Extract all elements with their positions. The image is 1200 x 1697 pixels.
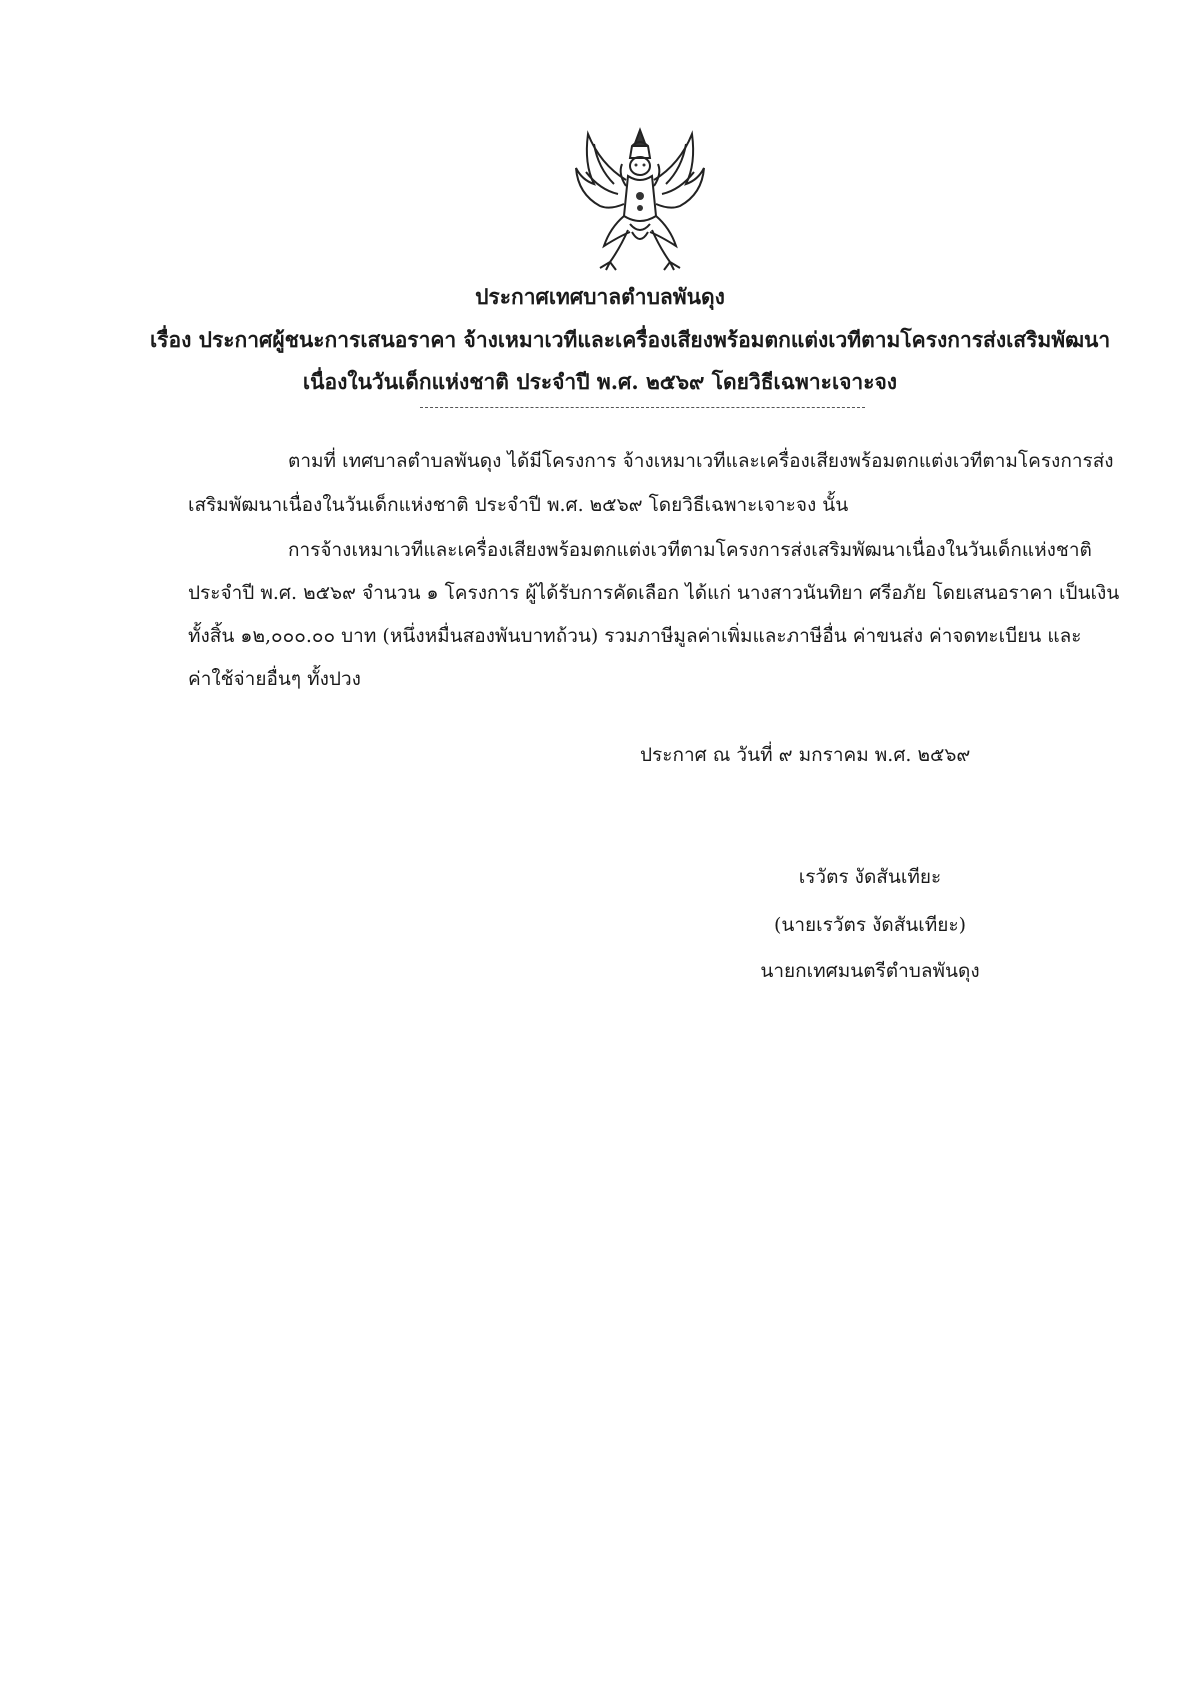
announcement-title: ประกาศเทศบาลตำบลพันดุง — [475, 284, 725, 309]
announcement-subject-line-1: เรื่อง ประกาศผู้ชนะการเสนอราคา จ้างเหมาเวทีและเครื่องเสียงพร้อมตกแต่งเวทีตามโครงการส่งเสริมพัฒนา — [150, 327, 1111, 352]
announcement-subject-line-2: เนื่องในวันเด็กแห่งชาติ ประจำปี พ.ศ. ๒๕๖๙ โดยวิธีเฉพาะเจาะจง — [302, 369, 898, 394]
paragraph-2-line-2: ประจำปี พ.ศ. ๒๕๖๙ จำนวน ๑ โครงการ ผู้ได้รับการคัดเลือก ได้แก่ นางสาวนันทิยา ศรีอภัย โดยเสนอราคา เป็นเงิน — [188, 582, 1120, 604]
signatory-printed-name: (นายเรวัตร งัดสันเทียะ) — [773, 914, 967, 936]
paragraph-2-line-1: การจ้างเหมาเวทีและเครื่องเสียงพร้อมตกแต่งเวทีตามโครงการส่งเสริมพัฒนาเนื่องในวันเด็กแห่งชาติ — [288, 539, 1092, 561]
paragraph-2-line-4: ค่าใช้จ่ายอื่นๆ ทั้งปวง — [188, 668, 361, 690]
garuda-emblem-icon — [570, 124, 710, 274]
announcement-date: ประกาศ ณ วันที่ ๙ มกราคม พ.ศ. ๒๕๖๙ — [640, 744, 971, 766]
signatory-position: นายกเทศมนตรีตำบลพันดุง — [760, 960, 980, 982]
paragraph-1-line-1: ตามที่ เทศบาลตำบลพันดุง ได้มีโครงการ จ้างเหมาเวทีและเครื่องเสียงพร้อมตกแต่งเวทีตามโครงการส่ง — [288, 450, 1114, 472]
paragraph-2-line-3: ทั้งสิ้น ๑๒,๐๐๐.๐๐ บาท (หนึ่งหมื่นสองพันบาทถ้วน) รวมภาษีมูลค่าเพิ่มและภาษีอื่น ค่าขนส่ง ค่าจดทะเบียน และ — [188, 625, 1082, 647]
signature-name: เรวัตร งัดสันเทียะ — [798, 866, 942, 888]
paragraph-1-line-2: เสริมพัฒนาเนื่องในวันเด็กแห่งชาติ ประจำปี พ.ศ. ๒๕๖๙ โดยวิธีเฉพาะเจาะจง นั้น — [188, 494, 849, 516]
dashed-divider — [420, 407, 865, 408]
